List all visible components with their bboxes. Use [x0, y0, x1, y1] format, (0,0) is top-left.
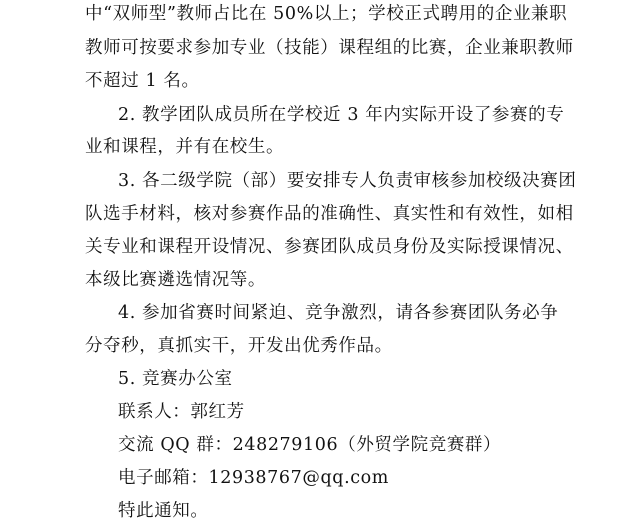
section-heading: 5. 竞赛办公室 [118, 369, 233, 389]
paragraph-line: 关专业和课程开设情况、参赛团队成员身份及实际授课情况、 [85, 237, 574, 257]
paragraph-line: 2. 教学团队成员所在学校近 3 年内实际开设了参赛的专 [118, 105, 565, 125]
email-address: 电子邮箱：12938767@qq.com [118, 468, 389, 488]
paragraph-line: 本级比赛遴选情况等。 [85, 270, 266, 290]
paragraph-line: 教师可按要求参加专业（技能）课程组的比赛，企业兼职教师 [85, 38, 574, 58]
paragraph-line: 分夺秒，真抓实干，开发出优秀作品。 [85, 336, 393, 356]
paragraph-line: 业和课程，并有在校生。 [85, 137, 285, 157]
paragraph-line: 3. 各二级学院（部）要安排专人负责审核参加校级决赛团 [118, 171, 577, 191]
contact-person: 联系人：郭红芳 [118, 402, 245, 422]
qq-group: 交流 QQ 群：248279106（外贸学院竞赛群） [118, 435, 502, 455]
paragraph-line: 队选手材料，核对参赛作品的准确性、真实性和有效性，如相 [85, 204, 574, 224]
paragraph-line: 4. 参加省赛时间紧迫、竞争激烈，请各参赛团队务必争 [118, 303, 559, 323]
closing-line: 特此通知。 [118, 501, 209, 521]
paragraph-line: 中“双师型”教师占比在 50%以上；学校正式聘用的企业兼职 [85, 4, 568, 24]
paragraph-line: 不超过 1 名。 [85, 71, 200, 91]
